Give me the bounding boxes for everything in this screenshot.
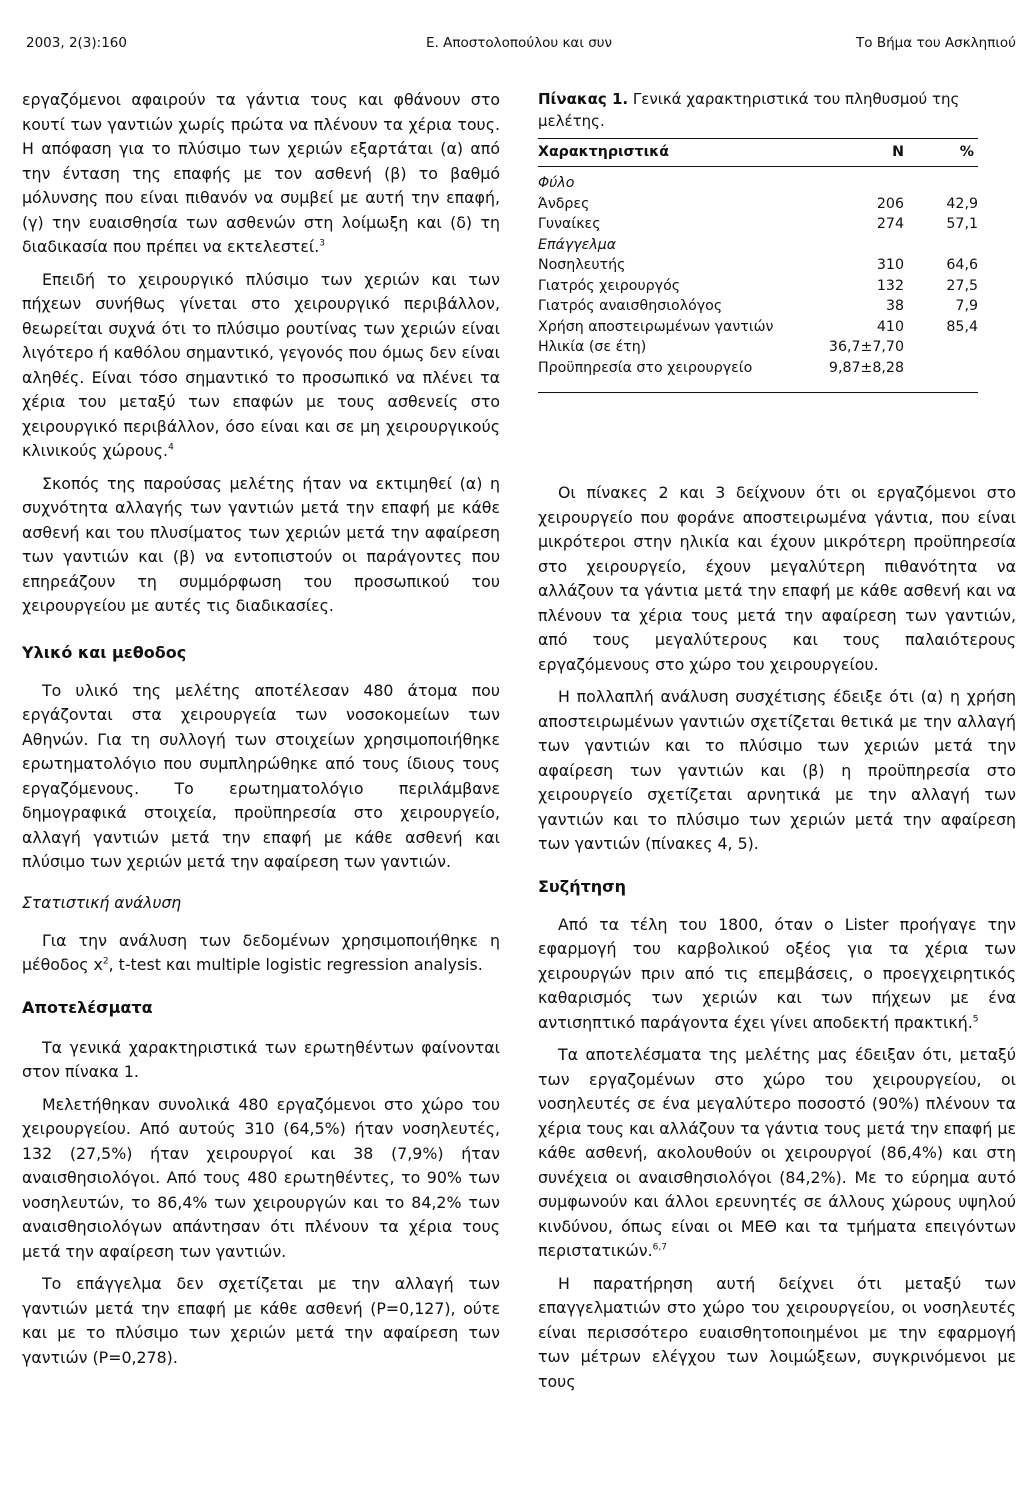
paragraph-text: Για την ανάλυση των δεδομένων χρησιμοποιήθηκε η μέθοδος x [22,930,500,974]
paragraph-text: εργαζόμενοι αφαιρούν τα γάντια τους και φθάνουν στο κουτί των γαντιών χωρίς πρώτα να πλένουν τα χέρια τους. Η απόφαση για το πλύσιμο των χεριών εξαρτάται (α) από την ένταση της επαφής με τον ασθενή (β) το βαθμό μόλυνσης που είναι πιθανόν να συμβεί με αυτή την επαφή, (γ) την ευαισθησία των ασθενών στη λοίμωξη και (δ) τη διαδικασία που πρέπει να εκτελεστεί. [22,90,500,256]
cell: 7,9 [955,298,978,314]
cell: Γιατρός αναισθησιολόγος [538,298,723,314]
table-caption [538,88,1016,132]
group-label: Φύλο [538,175,575,191]
paragraph: Οι πίνακες 2 και 3 δείχνουν ότι οι εργαζόμενοι στο χειρουργείο που φοράνε αποστειρωμένα γάντια, που είναι μικρότεροι στην ηλικία και έχουν μικρότερη προϋπηρεσία στο χειρουργείο, έχουν μεγαλύτερη πιθανότητα να αλλάζουν τα γάντια μετά την επαφή με κάθε ασθενή και να πλένουν τα χέρια τους μετά την αφαίρεση των γαντιών, από τους μεγαλύτερους και τους παλαιότερους εργαζόμενους στο χώρο του χειρουργείου. [538,483,1016,674]
table-group-row [538,235,978,256]
paragraph: Σκοπός της παρούσας μελέτης ήταν να εκτιμηθεί (α) η συχνότητα αλλαγής των γαντιών μετά την επαφή με κάθε ασθενή και του πλυσίματος των χεριών μετά την αφαίρεση των γαντιών και (β) να εντοπιστούν οι παράγοντες που επηρεάζουν τη συμμόρφωση του προσωπικού του χειρουργείου με αυτές τις διαδικασίες. [22,473,500,615]
table-caption-text: Γενικά χαρακτηριστικά του πληθυσμού της μελέτης. [538,90,960,130]
journal-name: Το Βήμα του Ασκληπιού [856,35,1016,51]
table-row [538,194,978,215]
paragraph: Τα γενικά χαρακτηριστικά των ερωτηθέντων φαίνονται στον πίνακα 1. [22,1037,500,1081]
group-label: Επάγγελμα [538,236,617,253]
reference-marker: 3 [319,238,325,249]
cell: Χρήση αποστειρωμένων γαντιών [538,318,774,335]
cell: 64,6 [946,257,978,273]
superscript: 2 [102,956,109,967]
table-group-row [538,173,978,194]
cell: 274 [876,216,904,232]
table-row [538,296,978,317]
table-row [538,317,978,338]
paragraph: Μελετήθηκαν συνολικά 480 εργαζόμενοι στο χώρο του χειρουργείου. Από αυτούς 310 (64,5%) ήταν νοσηλευτές, 132 (27,5%) ήταν χειρουργοί και 38 (7,9%) ήταν αναισθησιολόγοι. Από τους 480 ερωτηθέντες, το 90% των νοσηλευτών, το 86,4% των χειρουργών και το 84,2% των αναισθησιολόγων απάντησαν ότι πλένουν τα χέρια τους μετά την αφαίρεση των γαντιών. [22,1094,500,1261]
cell: 410 [876,318,904,335]
paragraph [538,1043,1016,1264]
paragraph-text: Επειδή το χειρουργικό πλύσιμο των χεριών και των πήχεων συνήθως γίνεται στο χειρουργικό περιβάλλον, θεωρείται συχνά ότι το πλύσιμο ρουτίνας των χεριών είναι λιγότερο ή καθόλου σημαντικό, γεγονός που όμως δεν είναι αληθές. Είναι τόσο σημαντικό το προσωπικό να πλένει τα χέρια του μεταξύ των επαφών με τους ασθενείς στο χειρουργικό περιβάλλον, όσο είναι και σε μη χειρουργικούς κλινικούς χώρους. [22,269,500,460]
table-row [538,255,978,276]
column-header: N [829,139,904,167]
table-row [538,214,978,235]
cell: 9,87±8,28 [829,358,904,393]
reference-marker: 4 [168,442,174,453]
section-heading-results: Αποτελέσματα [22,997,153,1017]
cell: Γυναίκες [538,216,601,232]
paragraph: Το υλικό της μελέτης αποτέλεσαν 480 άτομα που εργάζονται στα χειρουργεία των νοσοκομείων των Αθηνών. Για τη συλλογή των στοιχείων χρησιμοποιήθηκε ερωτηματολόγιο που συμπληρώθηκε από τους ίδιους τους εργαζόμενους. Το ερωτηματολόγιο περιλάμβανε δημογραφικά στοιχεία, προϋπηρεσία στο χειρουργείο, αλλαγή γαντιών μετά την επαφή με κάθε ασθενή και πλύσιμο των χεριών μετά την αφαίρεση των γαντιών. [22,680,500,871]
left-column [22,88,500,1370]
article-authors: Ε. Αποστολοπούλου και συν [426,35,613,51]
cell: Γιατρός χειρουργός [538,277,681,294]
section-heading-discussion: Συζήτηση [538,876,627,896]
table-row [538,276,978,297]
cell: 57,1 [946,216,978,232]
cell: 36,7±7,70 [828,339,904,355]
cell: Νοσηλευτής [538,257,626,273]
cell: Προϋπηρεσία στο χειρουργείο [538,358,829,393]
subsection-heading-statistics: Στατιστική ανάλυση [22,893,182,912]
running-header [0,0,1024,60]
cell: 42,9 [946,195,978,212]
cell: 132 [876,277,904,294]
paragraph [22,268,500,464]
table-label: Πίνακας 1. [538,90,629,108]
cell: 38 [885,298,904,314]
paragraph-text: , t-test και multiple logistic regression analysis. [108,955,483,974]
cell: 85,4 [946,318,978,335]
cell: 310 [876,257,904,273]
paragraph [22,88,500,260]
table-row [538,358,978,393]
section-heading-material: Υλικό και μεθοδος [22,642,187,662]
paragraph-text: Τα αποτελέσματα της μελέτης μας έδειξαν ότι, μεταξύ των εργαζομένων στο χώρο του χειρουργείου, οι νοσηλευτές σε ένα μεγαλύτερο ποσοστό (90%) πλένουν τα χέρια τους και αλλάζουν τα γάντια τους μετά την επαφή με κάθε ασθενή, ακολουθούν οι χειρουργοί (86,4%) και στη συνέχεια οι αναισθησιολόγοι (84,2%). Με το εύρημα αυτό συμφωνούν και άλλοι ερευνητές σε άλλους χώρους υψηλού κινδύνου, όπως είναι οι ΜΕΘ και τα τμήματα επειγόντων περιστατικών. [538,1045,1016,1260]
column-header: % [904,139,978,167]
paragraph-text: Από τα τέλη του 1800, όταν ο Lister προήγαγε την εφαρμογή του καρβολικού οξέος για τα χέρια των χειρουργών πριν από τις επεμβάσεις, ο προεγχειρητικός καθαρισμός των χεριών και των πήχεων με ένα αντισηπτικό παράγοντα έχει γίνει αποδεκτή πρακτική. [538,914,1016,1032]
paragraph: Το επάγγελμα δεν σχετίζεται με την αλλαγή των γαντιών μετά την επαφή με κάθε ασθενή (P=0,127), ούτε και με το πλύσιμο των χεριών μετά την αφαίρεση των γαντιών (P=0,278). [22,1274,500,1367]
cell: 27,5 [946,277,978,294]
journal-citation: 2003, 2(3):160 [26,35,127,51]
paragraph [538,913,1016,1036]
paragraph: Η πολλαπλή ανάλυση συσχέτισης έδειξε ότι (α) η χρήση αποστειρωμένων γαντιών σχετίζεται θετικά με την αλλαγή των γαντιών και το πλύσιμο των χεριών μετά την αφαίρεση των γαντιών και (β) η προϋπηρεσία στο χειρουργείο σχετίζεται αρνητικά με την αλλαγή των γαντιών και το πλύσιμο των χεριών μετά την αφαίρεση των γαντιών (πίνακες 4, 5). [538,687,1016,853]
paragraph: Η παρατήρηση αυτή δείχνει ότι μεταξύ των επαγγελματιών στο χώρο του χειρουργείου, οι νοσηλευτές είναι περισσότερο ευαισθητοποιημένοι με την εφαρμογή των μέτρων ελέγχου των λοιμώξεων, συγκρινόμενοι με τους [538,1273,1016,1391]
reference-marker: 5 [972,1014,979,1025]
table-general-characteristics [538,138,978,393]
cell: Άνδρες [538,195,590,212]
right-column [538,88,1016,1394]
column-header: Χαρακτηριστικά [538,139,829,167]
table-header-row [538,139,978,167]
cell: Ηλικία (σε έτη) [538,339,647,355]
paragraph [22,929,500,978]
cell: 206 [876,195,904,212]
reference-marker: 6,7 [652,1242,667,1253]
table-row [538,337,978,358]
